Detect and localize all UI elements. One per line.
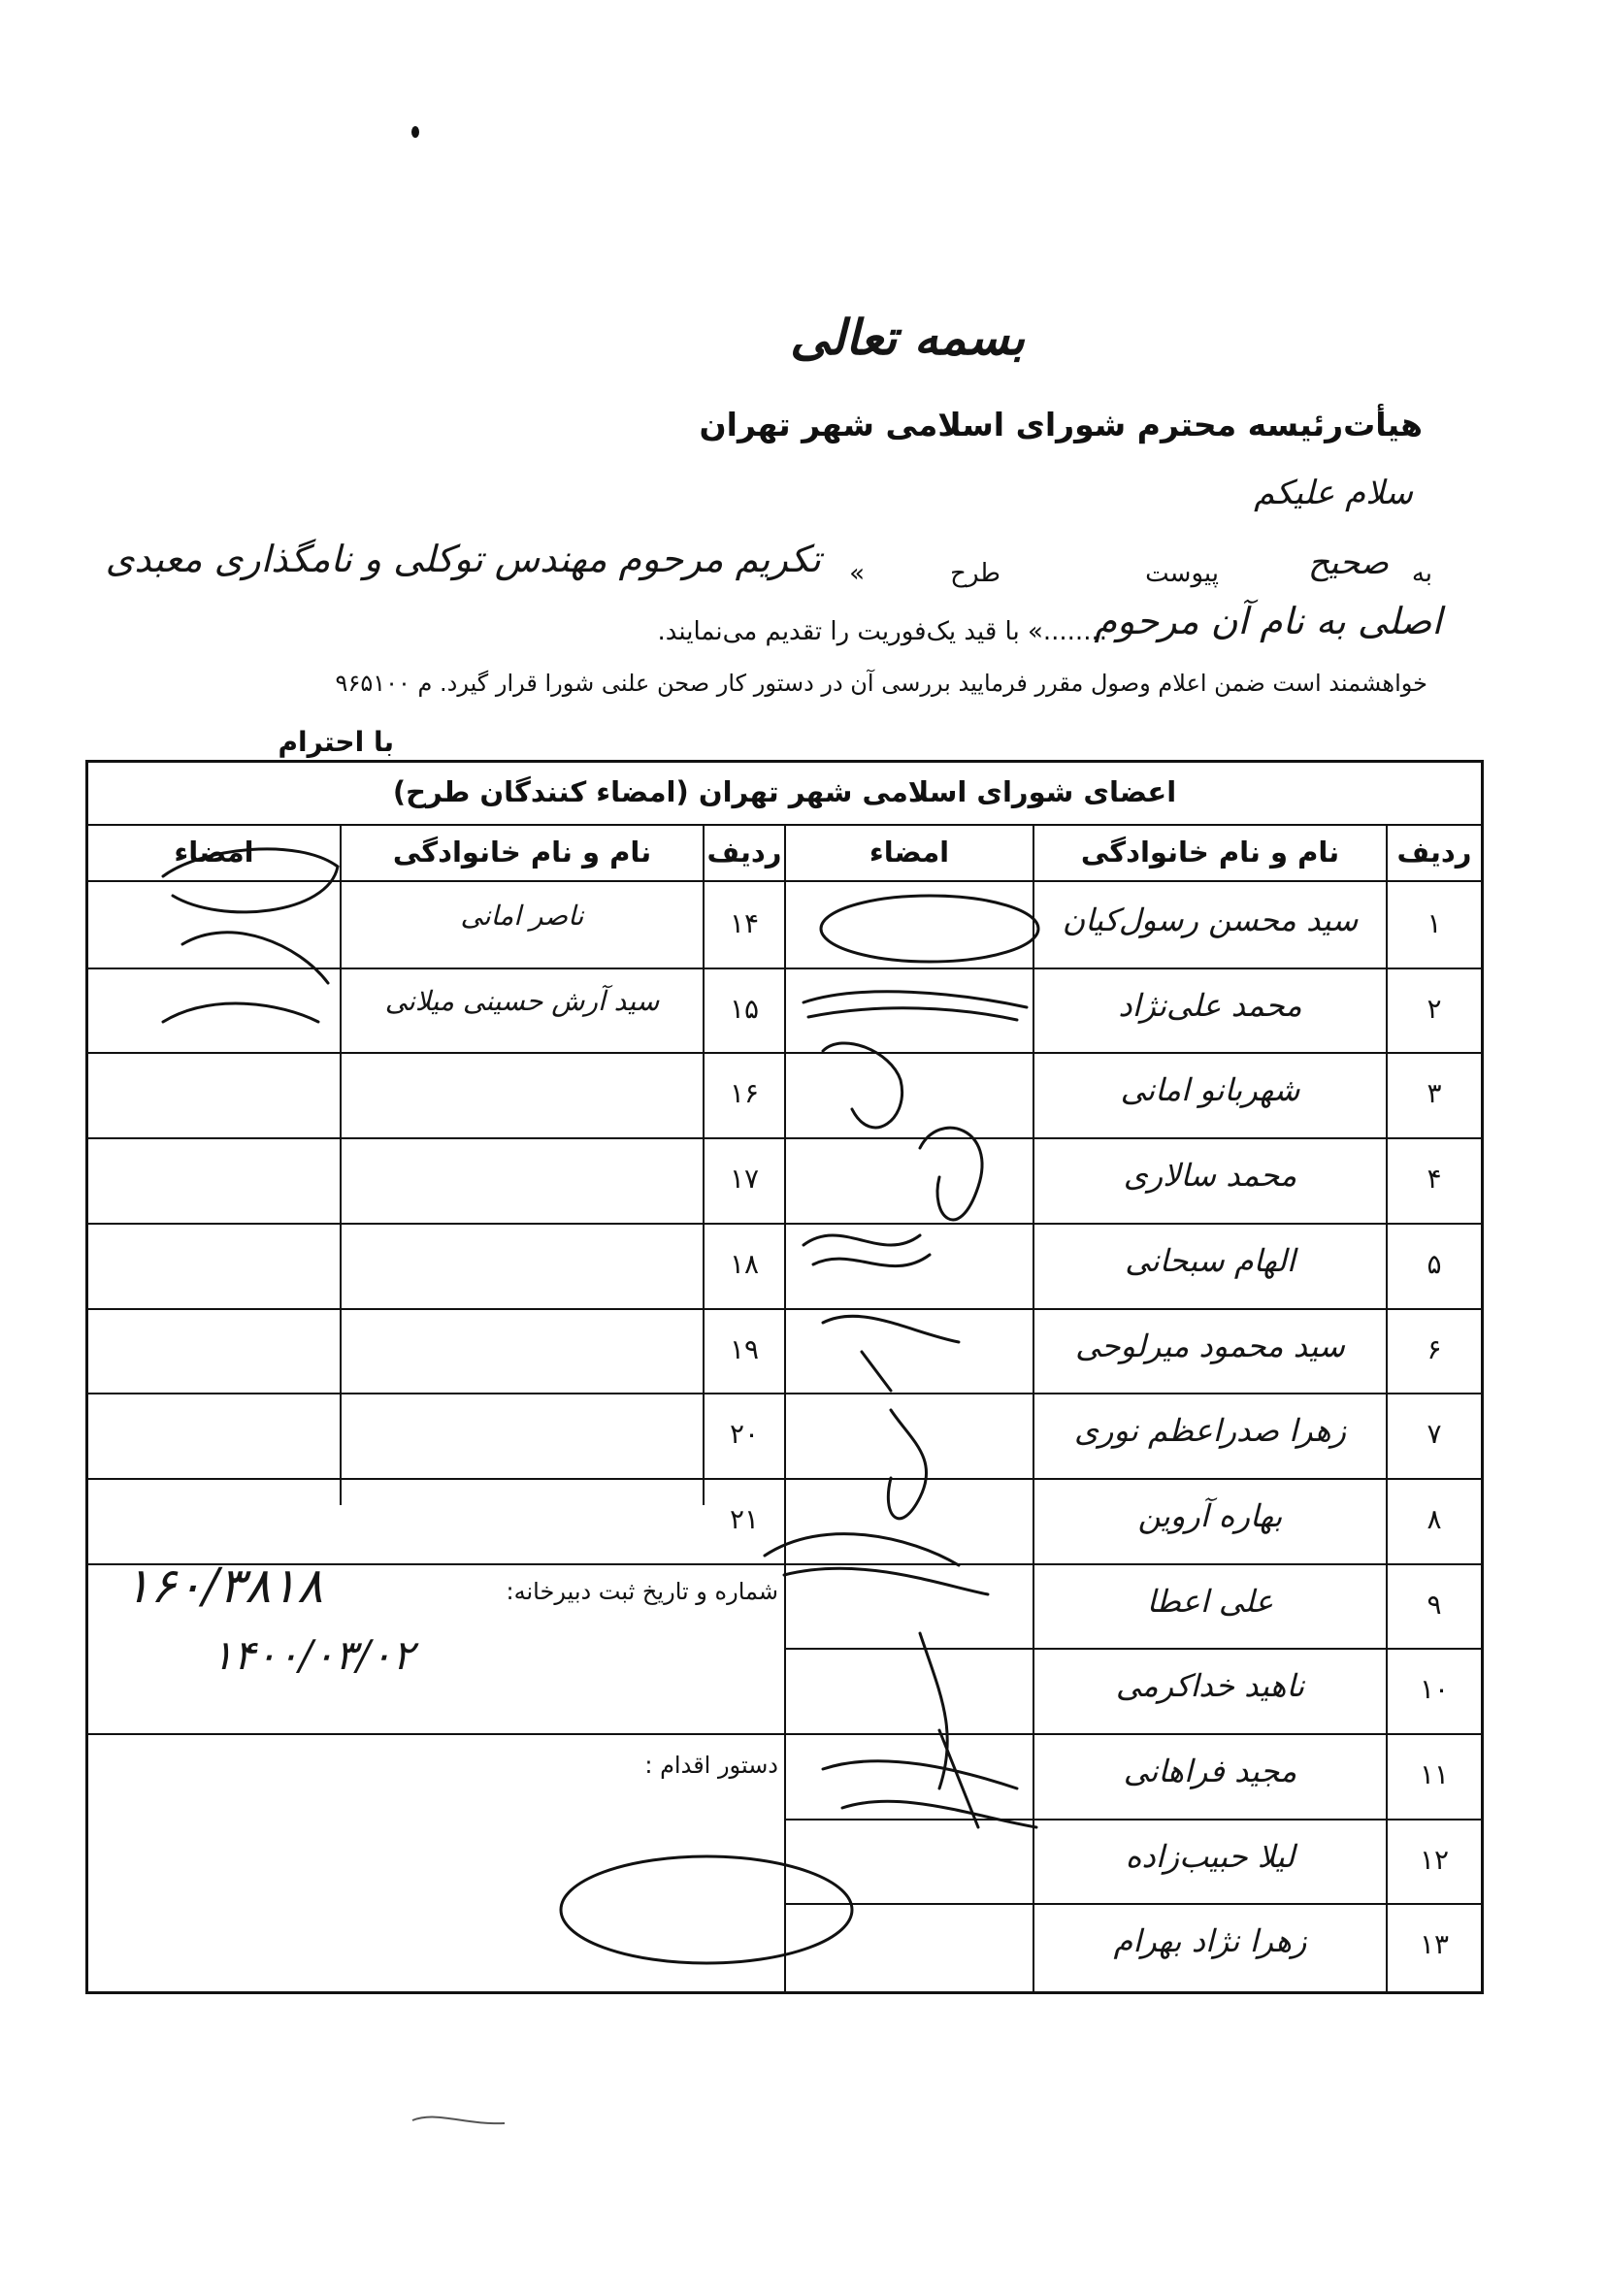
member-name-right: لیلا حبیب‌زاده — [1125, 1838, 1295, 1875]
row-number-right: ۵ — [1427, 1248, 1442, 1280]
signature-9 — [920, 1633, 978, 1827]
handwritten-proposal-title: تکریم مرحوم مهندس توکلی و نامگذاری معبدی — [105, 538, 821, 580]
body-line-2 — [83, 600, 1442, 662]
signature-3 — [823, 1043, 902, 1128]
salutation: سلام علیکم — [1254, 474, 1413, 512]
signature-5 — [804, 1235, 930, 1266]
handwritten-count: صحیح — [1307, 543, 1389, 582]
row-number-left: ۱۷ — [729, 1163, 760, 1195]
signature-10 — [823, 1761, 1036, 1827]
member-name-right: الهام سبحانی — [1125, 1242, 1295, 1279]
header-sign-left: امضاء — [174, 836, 254, 869]
row-number-right: ۲ — [1427, 993, 1442, 1025]
signature-11 — [561, 1856, 852, 1963]
signature-1 — [821, 896, 1038, 962]
table-title: اعضای شورای اسلامی شهر تهران (امضاء کنندگان طرح) — [392, 775, 1177, 808]
row-number-left: ۱۸ — [729, 1248, 760, 1280]
member-name-left: سید آرش حسینی میلانی — [384, 985, 660, 1017]
row-number-left: ۱۹ — [729, 1333, 760, 1365]
registry-label: شماره و تاریخ ثبت دبیرخانه: — [506, 1578, 778, 1605]
row-number-right: ۷ — [1427, 1418, 1442, 1450]
line2-printed-text: ........» با قید یک‌فوریت را تقدیم می‌نمایند. — [657, 617, 1107, 646]
member-name-right: محمد علی‌نژاد — [1118, 987, 1302, 1024]
row-number-left: ۱۴ — [729, 907, 760, 939]
signature-6 — [823, 1316, 959, 1391]
signature-scribbles — [85, 760, 1484, 1994]
registry-date: ۱۴۰۰/۰۳/۰۲ — [212, 1631, 414, 1679]
row-number-left: ۱۵ — [729, 993, 760, 1025]
row-number-right: ۱ — [1427, 907, 1442, 939]
signature-8 — [765, 1534, 988, 1594]
signature-left-14 — [163, 849, 338, 983]
row-number-left: ۲۱ — [729, 1503, 760, 1535]
row-number-right: ۱۱ — [1419, 1758, 1450, 1790]
header-row-left: ردیف — [706, 836, 782, 869]
signature-7 — [888, 1410, 926, 1519]
member-name-right: مجید فراهانی — [1123, 1753, 1297, 1789]
member-name-right: محمد سالاری — [1123, 1157, 1297, 1194]
row-number-left: ۲۰ — [729, 1418, 760, 1450]
body-line-3: خواهشمند است ضمن اعلام وصول مقرر فرمایید بررسی آن در دستور کار صحن علنی شورا قرار گیرد. م ۹۶۵۱۰۰ — [335, 670, 1427, 697]
header-name-left: نام و نام خانوادگی — [392, 836, 652, 869]
action-label: دستور اقدام : — [644, 1752, 778, 1779]
member-name-left: ناصر امانی — [460, 900, 584, 932]
scan-mark — [408, 2106, 524, 2135]
row-number-right: ۹ — [1427, 1589, 1442, 1621]
header-sign-right: امضاء — [869, 836, 950, 869]
signature-4 — [920, 1128, 982, 1220]
header-name-right: نام و نام خانوادگی — [1080, 836, 1340, 869]
signature-2 — [804, 992, 1027, 1020]
row-number-left: ۱۶ — [729, 1077, 760, 1109]
row-number-right: ۶ — [1427, 1333, 1442, 1365]
member-name-right: بهاره آروین — [1137, 1497, 1283, 1534]
row-number-right: ۱۲ — [1419, 1844, 1450, 1876]
row-number-right: ۸ — [1427, 1503, 1442, 1535]
member-name-right: علی اعطا — [1146, 1583, 1274, 1620]
scan-speck — [411, 126, 419, 138]
line1-open-quote: « — [849, 559, 865, 588]
addressee: هیأت‌رئیسه محترم شورای اسلامی شهر تهران — [699, 406, 1423, 443]
row-number-right: ۴ — [1427, 1163, 1442, 1195]
line1-proposal-word: طرح — [950, 559, 1000, 588]
member-name-right: سید محسن رسول‌کیان — [1062, 902, 1359, 938]
registry-number: ۱۶۰/۳۸۱۸ — [124, 1558, 323, 1614]
header-row-right: ردیف — [1396, 836, 1472, 869]
member-name-right: زهرا نژاد بهرام — [1113, 1922, 1307, 1959]
row-number-right: ۱۳ — [1419, 1928, 1450, 1960]
member-name-right: سید محمود میرلوحی — [1075, 1328, 1345, 1364]
member-name-right: زهرا صدراعظم نوری — [1073, 1412, 1347, 1449]
signature-left-15 — [163, 1003, 318, 1022]
row-number-right: ۳ — [1427, 1077, 1442, 1109]
row-number-right: ۱۰ — [1419, 1673, 1450, 1705]
closing-regards: با احترام — [278, 726, 394, 758]
member-name-right: شهربانو امانی — [1120, 1071, 1300, 1108]
signatories-table — [85, 760, 1484, 1994]
handwritten-continuation: اصلی به نام آن مرحوم — [1094, 600, 1442, 642]
member-name-right: ناهید خداکرمی — [1115, 1667, 1305, 1704]
line1-prefix: به — [1411, 559, 1432, 588]
document-heading: بسمه تعالی — [790, 309, 1025, 366]
line1-attached-word: پیوست — [1145, 559, 1219, 588]
